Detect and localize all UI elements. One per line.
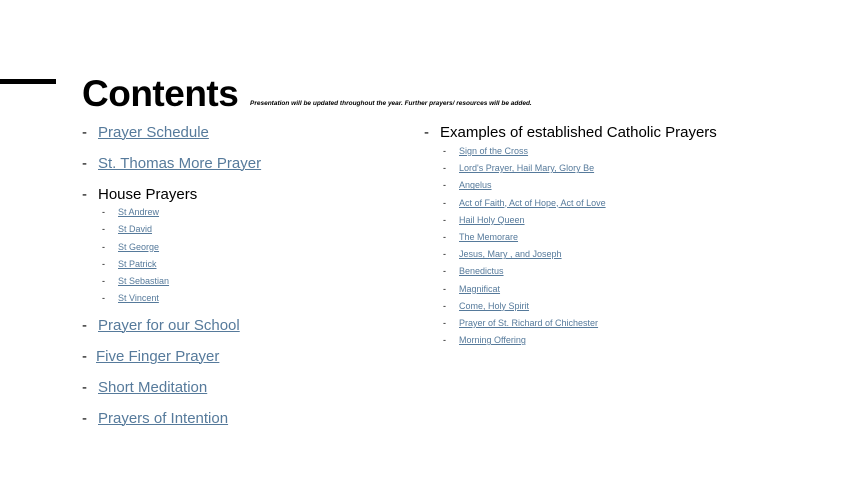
st-vincent-link[interactable]: St Vincent (118, 293, 159, 304)
list-item: - Act of Faith, Act of Hope, Act of Love (443, 197, 606, 208)
the-memorare-link[interactable]: The Memorare (459, 231, 519, 242)
list-item: - Angelus (443, 180, 492, 191)
list-item: - Benedictus (443, 266, 504, 277)
list-item: - Magnificat (443, 283, 501, 294)
list-item: - St George (102, 241, 160, 252)
hail-holy-queen-link[interactable]: Hail Holy Queen (459, 214, 525, 225)
list-item: - St Patrick (102, 258, 157, 269)
st-george-link[interactable]: St George (118, 241, 160, 252)
list-item: - The Memorare (443, 231, 519, 242)
contents-item: - House Prayers (82, 186, 198, 203)
jesus-mary-joseph-link[interactable]: Jesus, Mary , and Joseph (459, 249, 562, 260)
list-item: - St Sebastian (102, 276, 170, 287)
st-sebastian-link[interactable]: St Sebastian (118, 276, 170, 287)
morning-offering-link[interactable]: Morning Offering (459, 335, 526, 346)
contents-item: - Prayers of Intention (82, 409, 229, 427)
list-item: - Prayer of St. Richard of Chichester (443, 317, 599, 328)
st-patrick-link[interactable]: St Patrick (118, 258, 157, 269)
act-of-faith-link[interactable]: Act of Faith, Act of Hope, Act of Love (459, 197, 606, 208)
list-item: - Lord's Prayer, Hail Mary, Glory Be (443, 163, 595, 174)
prayer-for-our-school-link[interactable]: Prayer for our School (98, 316, 240, 334)
page-subtitle: Presentation will be updated throughout the year. Further prayers/ resources will be added. (250, 100, 532, 107)
sign-of-the-cross-link[interactable]: Sign of the Cross (459, 146, 529, 156)
accent-bar (0, 79, 56, 84)
prayers-of-intention-link[interactable]: Prayers of Intention (98, 409, 229, 427)
contents-item: - St. Thomas More Prayer (82, 155, 262, 172)
short-meditation-link[interactable]: Short Meditation (98, 378, 208, 396)
st-andrew-link[interactable]: St Andrew (118, 207, 160, 217)
benedictus-link[interactable]: Benedictus (459, 266, 504, 277)
list-item: - Jesus, Mary , and Joseph (443, 249, 562, 260)
angelus-link[interactable]: Angelus (459, 180, 492, 191)
come-holy-spirit-link[interactable]: Come, Holy Spirit (459, 300, 530, 311)
contents-item: - Prayer Schedule (82, 124, 209, 141)
prayer-schedule-link[interactable]: Prayer Schedule (98, 124, 209, 141)
list-item: - St Andrew (102, 207, 160, 217)
lords-prayer-link[interactable]: Lord's Prayer, Hail Mary, Glory Be (459, 163, 595, 174)
page-title: Contents (82, 73, 239, 114)
list-item: - St David (102, 224, 153, 235)
contents-item: - Examples of established Catholic Prayers (424, 124, 717, 141)
catholic-prayers-list (443, 146, 717, 352)
st-david-link[interactable]: St David (118, 224, 153, 235)
list-item: - Hail Holy Queen (443, 214, 525, 225)
magnificat-link[interactable]: Magnificat (459, 283, 501, 294)
left-column (82, 124, 261, 441)
st-thomas-more-prayer-link[interactable]: St. Thomas More Prayer (98, 155, 262, 172)
list-item: - Sign of the Cross (443, 146, 529, 156)
five-finger-prayer-link[interactable]: Five Finger Prayer (96, 347, 220, 365)
house-prayers-list (102, 207, 261, 311)
contents-item: - Prayer for our School (82, 316, 240, 334)
right-column (424, 124, 717, 352)
list-item: - Morning Offering (443, 335, 526, 346)
list-item: - St Vincent (102, 293, 159, 304)
contents-item: - Five Finger Prayer (82, 347, 220, 365)
contents-item: - Short Meditation (82, 378, 208, 396)
prayer-st-richard-link[interactable]: Prayer of St. Richard of Chichester (459, 317, 599, 328)
list-item: - Come, Holy Spirit (443, 300, 530, 311)
house-prayers-heading: House Prayers (98, 186, 198, 203)
catholic-prayers-heading: Examples of established Catholic Prayers (440, 124, 717, 141)
